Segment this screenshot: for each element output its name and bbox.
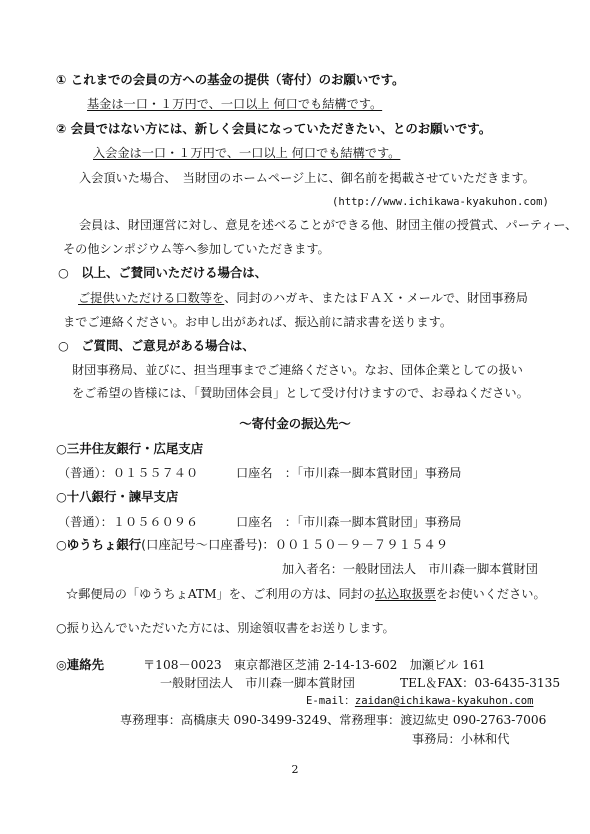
- contact-office: 事務局：小林和代: [412, 732, 510, 746]
- contact-org: 一般財団法人 市川森一脚本賞財団: [160, 676, 355, 690]
- agree-line1: [78, 290, 528, 306]
- email-label: E-mail：: [306, 695, 355, 707]
- postal-note-b: をお使いください。: [436, 587, 546, 601]
- item2-line5: 会員は、財団運営に対し、意見を述べることができる他、財団主催の授賞式、パーティー、: [79, 218, 578, 232]
- item2-detail: 入会金は一口・１万円で、一口以上 何口でも結構です。: [93, 146, 401, 160]
- agree-line1-rest: 、同封のハガキ、またはＦＡＸ・メールで、財団事務局: [224, 291, 528, 305]
- bank2-type: （普通）：１０５６０９６: [58, 515, 199, 529]
- contact-address: 〒108－0023 東京都港区芝浦 2-14-13-602 加瀬ビル 161: [143, 658, 486, 672]
- postal-note-a: ☆郵便局の「ゆうちょATM」を、ご利用の方は、同封の: [66, 587, 376, 601]
- item2-line3: 入会頂いた場合、 当財団のホームページ上に、御名前を掲載させていただきます。: [79, 171, 535, 185]
- item1-title: ① これまでの会員の方への基金の提供（寄付）のお願いです。: [56, 72, 405, 87]
- item2-line6: その他シンポジウム等へ参加していただきます。: [63, 242, 330, 256]
- transfer-heading: ～寄付金の振込先～: [239, 416, 351, 431]
- item1-detail: 基金は一口・１万円で、一口以上 何口でも結構です。: [87, 97, 383, 111]
- bank1-account: 口座名 ：「市川森一脚本賞財団」事務局: [236, 466, 462, 480]
- question-line1: 財団事務局、並びに、担当理事までご連絡ください。なお、団体企業としての扱い: [72, 363, 523, 377]
- postal-note-underlined: 払込取扱票: [375, 587, 436, 601]
- bank2-name: ○十八銀行・諫早支店: [56, 489, 179, 504]
- yucho-code: (口座記号～口座番号)：００１５０－９－７９１５４９: [141, 537, 449, 552]
- receipt-note: ○振り込んでいただいた方には、別途領収書をお送りします。: [56, 621, 395, 635]
- item2-url: (http://www.ichikawa-kyakuhon.com): [332, 196, 549, 208]
- email-link[interactable]: zaidan@ichikawa-kyakuhon.com: [354, 695, 534, 707]
- contact-telfax: TEL＆FAX：03-6435-3135: [400, 676, 561, 690]
- contact-email-line: [306, 693, 533, 709]
- yucho-line: [56, 537, 448, 553]
- question-line2: をご希望の皆様には、「賛助団体会員」として受け付けますので、お尋ねください。: [72, 386, 529, 400]
- contact-label: ◎連絡先: [56, 657, 104, 672]
- bank2-account: 口座名 ：「市川森一脚本賞財団」事務局: [236, 515, 462, 529]
- yucho-name: ○ゆうちょ銀行: [56, 537, 142, 552]
- question-title: ○ ご質問、ご意見がある場合は、: [58, 338, 255, 353]
- item2-title: ② 会員ではない方には、新しく会員になっていただきたい、とのお願いです。: [56, 121, 492, 136]
- bank1-type: （普通）：０１５５７４０: [58, 466, 199, 480]
- agree-line2: までご連絡ください。お申し出があれば、振込前に請求書を送ります。: [63, 315, 453, 329]
- agree-line1-underlined: ご提供いただける口数等を: [78, 291, 225, 305]
- postal-note: [66, 586, 546, 602]
- yucho-holder: 加入者名：一般財団法人 市川森一脚本賞財団: [282, 562, 538, 576]
- bank1-name: ○三井住友銀行・広尾支店: [56, 441, 204, 456]
- agree-title: ○ 以上、ご賛同いただける場合は、: [58, 265, 268, 280]
- page-number: 2: [291, 763, 299, 776]
- contact-directors: 専務理事：高橋康夫 090-3499-3249、常務理事：渡辺紘史 090-2763-7006: [120, 713, 547, 727]
